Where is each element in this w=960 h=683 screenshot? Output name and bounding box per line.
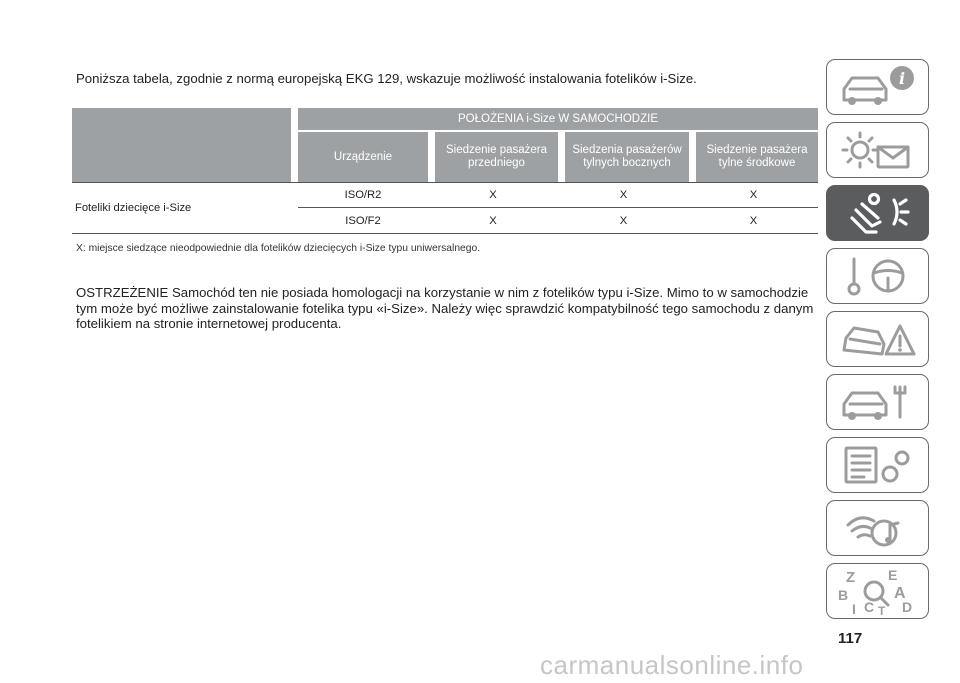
isize-table [72,108,818,234]
cell-device: ISO/R2 [298,182,428,208]
column-header-rear-center-seat: Siedzenie pasażera tylne środkowe [689,132,818,182]
chapter-tab-emergency[interactable] [826,311,929,367]
cell-rear-side: X [558,208,689,234]
column-header-rear-side-seats: Siedzenia pasażerów tylnych bocznych [558,132,689,182]
chapter-tab-index[interactable] [826,563,929,619]
key-steering-wheel-icon [834,251,922,301]
index-letter: C [863,599,874,615]
index-letter: Z [845,569,855,586]
table-footnote: X: miejsce siedzące nieodpowiednie dla fotelików dziecięcych i-Size typu uniwersalnego. [76,243,481,254]
cell-device: ISO/F2 [298,208,428,234]
intro-text: Poniższa tabela, zgodnie z normą europejską EKG 129, wskazuje możliwość instalowania fotelików i-Size. [76,71,697,86]
multimedia-icon [834,503,922,553]
specifications-icon [834,440,922,490]
chapter-tab-maintenance[interactable] [826,374,929,430]
warning-paragraph: OSTRZEŻENIE Samochód ten nie posiada homologacji na korzystanie w nim z fotelików typu i-Size. Mimo to w samochodzie tym może być możliwe zainstalowanie fotelika typu «i-Size». Należy więc sprawdzić kompatybilność tego samochodu z danym fotelikiem na stronie internetowej producenta. [76,285,814,331]
column-header-front-seat: Siedzenie pasażera przedniego [428,132,558,182]
chapter-tab-warning-lights[interactable] [826,122,929,178]
car-breakdown-icon [834,314,922,364]
car-service-icon [834,377,922,427]
column-header-device: Urządzenie [298,132,428,182]
table-row [72,182,818,208]
cell-front: X [428,208,558,234]
cell-rear-side: X [558,182,689,208]
index-letter: T [877,604,885,616]
table-corner-cell [72,108,298,182]
svg-text:i: i [898,69,905,88]
chapter-tab-car-info[interactable] [826,59,929,115]
alphabetical-index-icon [834,566,922,616]
chapter-tab-technical-data[interactable] [826,437,929,493]
seat-airbag-icon [834,188,922,238]
index-letter: D [901,599,912,615]
warning-lights-icon [834,125,922,175]
cell-front: X [428,182,558,208]
watermark-text: carmanualsonline.info [540,650,804,680]
row-label: Foteliki dziecięce i-Size [72,182,298,234]
table-group-header: POŁOŻENIA i-Size W SAMOCHODZIE [298,108,818,132]
index-letter: A [893,585,906,602]
chapter-tab-starting-driving[interactable] [826,248,929,304]
index-letter: E [887,567,897,583]
cell-rear-center: X [689,208,818,234]
page-number: 117 [838,630,863,647]
cell-rear-center: X [689,182,818,208]
car-info-icon [834,62,922,112]
index-letter: I [851,601,856,616]
chapter-tab-multimedia[interactable] [826,500,929,556]
chapter-tab-safety[interactable] [826,185,929,241]
index-letter: B [837,587,848,603]
